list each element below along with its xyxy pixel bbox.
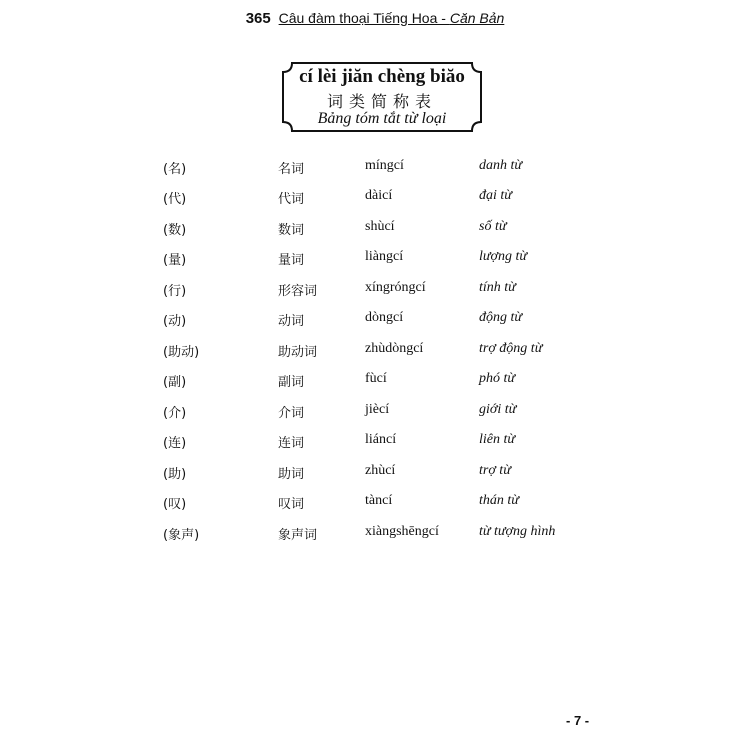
abbr: (助): [163, 467, 187, 482]
hanzi: 助词: [278, 467, 305, 482]
pinyin: tàncí: [365, 493, 393, 508]
meaning: phó từ: [479, 371, 516, 386]
pinyin: zhùcí: [365, 463, 396, 478]
pinyin: xíngróngcí: [365, 280, 426, 295]
header-title: [279, 10, 505, 26]
pinyin: xiàngshēngcí: [365, 524, 439, 539]
hanzi: 代词: [278, 192, 305, 207]
pinyin: zhùdòngcí: [365, 341, 424, 356]
meaning: từ tượng hình: [479, 524, 556, 539]
hanzi: 名词: [278, 162, 305, 177]
table-row: [0, 219, 750, 243]
header-title-main: Câu đàm thoại Tiếng Hoa -: [278, 10, 450, 26]
abbr: (量): [163, 253, 187, 268]
abbr: (叹): [163, 497, 187, 512]
table-row: [0, 402, 750, 426]
table-row: [0, 158, 750, 182]
pinyin: shùcí: [365, 219, 395, 234]
abbr: (数): [163, 223, 187, 238]
title-pinyin: cí lèi jiăn chèng biăo: [299, 66, 465, 87]
meaning: tính từ: [479, 280, 516, 295]
hanzi: 量词: [278, 253, 305, 268]
hanzi: 助动词: [278, 345, 318, 360]
pinyin: liáncí: [365, 432, 397, 447]
abbr: (介): [163, 406, 187, 421]
table-row: [0, 463, 750, 487]
table-row: [0, 341, 750, 365]
abbr: (连): [163, 436, 187, 451]
meaning: trợ từ: [479, 463, 511, 478]
hanzi: 介词: [278, 406, 305, 421]
hanzi: 副词: [278, 375, 305, 390]
hanzi: 象声词: [278, 528, 318, 543]
pinyin: míngcí: [365, 158, 404, 173]
abbr: (行): [163, 284, 187, 299]
pinyin: jiècí: [365, 402, 390, 417]
table-row: [0, 310, 750, 334]
title-hanzi: 词类简称表: [326, 92, 437, 111]
meaning: động từ: [479, 310, 523, 325]
table-row: [0, 493, 750, 517]
abbr: (副): [163, 375, 187, 390]
abbr: (动): [163, 314, 187, 329]
abbr: (代): [163, 192, 187, 207]
page-number: - 7 -: [566, 713, 590, 728]
pinyin: liàngcí: [365, 249, 404, 264]
hanzi: 连词: [278, 436, 305, 451]
table-row: [0, 280, 750, 304]
meaning: trợ động từ: [479, 341, 543, 356]
hanzi: 叹词: [278, 497, 305, 512]
meaning: thán từ: [479, 493, 519, 508]
meaning: danh từ: [479, 158, 523, 173]
pinyin: dàicí: [365, 188, 393, 203]
table-row: [0, 432, 750, 456]
table-row: [0, 524, 750, 548]
title-vietnamese: Bảng tóm tắt từ loại: [317, 110, 447, 127]
hanzi: 形容词: [278, 284, 318, 299]
meaning: giới từ: [479, 402, 517, 417]
title-box: [282, 62, 482, 132]
hanzi: 数词: [278, 223, 305, 238]
hanzi: 动词: [278, 314, 305, 329]
table-row: [0, 188, 750, 212]
meaning: số từ: [479, 219, 507, 234]
abbr: (象声): [163, 528, 200, 543]
pinyin: fùcí: [365, 371, 387, 386]
meaning: liên từ: [479, 432, 516, 447]
abbr: (助动): [163, 345, 200, 360]
table-row: [0, 371, 750, 395]
header-number: 365: [245, 10, 271, 27]
table-row: [0, 249, 750, 273]
pinyin: dòngcí: [365, 310, 404, 325]
meaning: lượng từ: [479, 249, 528, 264]
abbr: (名): [163, 162, 187, 177]
page-header: [0, 10, 750, 27]
header-title-italic: Căn Bản: [449, 10, 505, 26]
meaning: đại từ: [479, 188, 512, 203]
